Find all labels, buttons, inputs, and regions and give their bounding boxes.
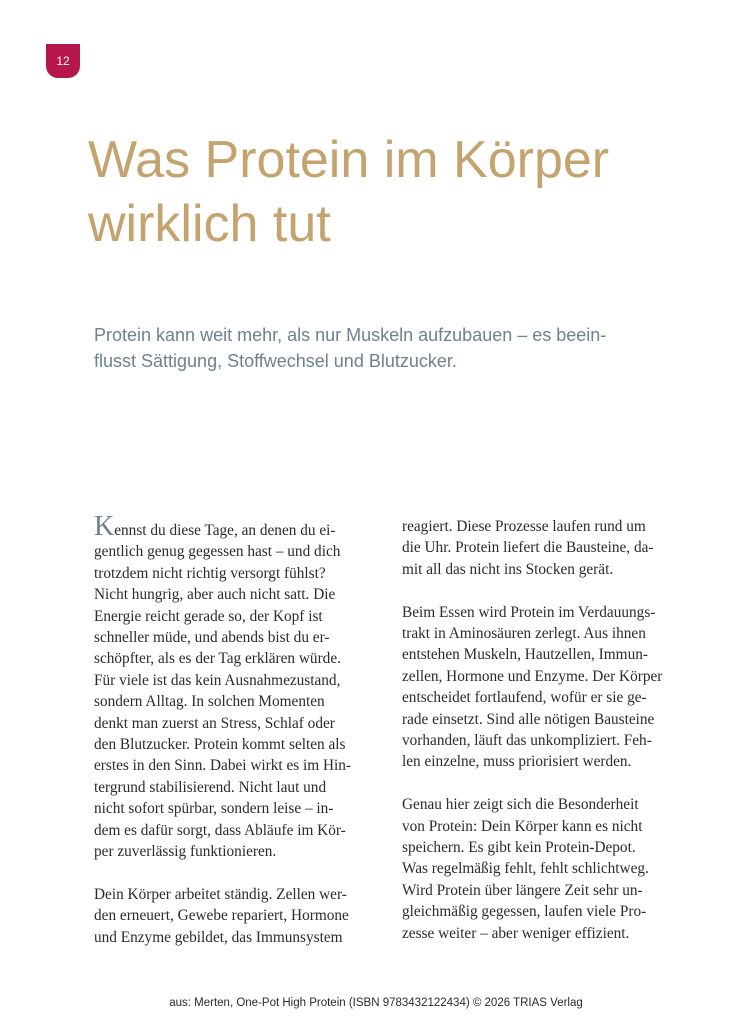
text-line: entscheidet fortlaufend, wofür er sie ge- <box>402 689 647 707</box>
text-line: trakt in Aminosäuren zerlegt. Aus ihnen <box>402 625 646 643</box>
text-line: reagiert. Diese Prozesse laufen rund um <box>402 518 646 535</box>
text-line: vorhanden, läuft das unkompliziert. Feh- <box>402 732 652 750</box>
lead-paragraph <box>94 322 694 374</box>
text-line: len einzelne, muss priorisiert werden. <box>402 753 632 771</box>
page-number-badge <box>46 44 80 78</box>
text-line: trotzdem nicht richtig versorgt fühlst? <box>94 564 326 582</box>
text-line: denkt man zuerst an Stress, Schlaf oder <box>94 714 335 732</box>
text-line: Für viele ist das kein Ausnahmezustand, <box>94 671 341 689</box>
paragraph <box>402 516 702 580</box>
first-line <box>94 511 394 542</box>
text-line: tergrund stabilisierend. Nicht laut und <box>94 778 327 796</box>
text-line: sondern Alltag. In solchen Momenten <box>94 693 325 711</box>
paragraph <box>94 884 394 948</box>
text-line: erstes in den Sinn. Dabei wirkt es im Hin- <box>94 757 352 775</box>
text-line: mit all das nicht ins Stocken gerät. <box>402 560 614 578</box>
text-line: zellen, Hormone und Enzyme. Der Körper <box>402 667 663 685</box>
text-line: Nicht hungrig, aber auch nicht satt. Die <box>94 586 336 604</box>
text-line: schneller müde, und abends bist du er- <box>94 629 330 647</box>
text-line: dem es dafür sorgt, dass Abläufe im Kör- <box>94 821 346 839</box>
text-line: von Protein: Dein Körper kann es nicht <box>402 817 643 835</box>
page-title <box>88 128 708 256</box>
text-line: Energie reicht gerade so, der Kopf ist <box>94 607 323 625</box>
text-line: speichern. Es gibt kein Protein-Depot. <box>402 839 636 857</box>
title-line: wirklich tut <box>88 195 331 253</box>
text-line: Wird Protein über längere Zeit sehr un- <box>402 881 643 899</box>
paragraph <box>402 794 702 944</box>
right-text-column <box>402 516 702 965</box>
page-number: 12 <box>56 54 70 68</box>
text-line: rade einsetzt. Sind alle nötigen Bausteine <box>402 710 655 728</box>
text-line: schöpfter, als es der Tag erklären würde. <box>94 650 341 668</box>
text-line: gentlich genug gegessen hast – und dich <box>94 543 341 561</box>
text-line: gleichmäßig gegessen, laufen viele Pro- <box>402 903 647 921</box>
text-line: den erneuert, Gewebe repariert, Hormone <box>94 907 349 925</box>
text-line: Was regelmäßig fehlt, fehlt schlichtweg. <box>402 860 649 878</box>
text-line: per zuverlässig funktionieren. <box>94 843 277 861</box>
left-text-column <box>94 511 394 970</box>
text-line: Dein Körper arbeitet ständig. Zellen wer- <box>94 885 347 903</box>
text-line: den Blutzucker. Protein kommt selten als <box>94 736 346 754</box>
lead-line: Protein kann weit mehr, als nur Muskeln aufzubauen – es beein- <box>94 325 607 345</box>
paragraph <box>94 511 394 863</box>
source-footer: aus: Merten, One-Pot High Protein (ISBN 9783432122434) © 2026 TRIAS Verlag <box>169 997 583 1009</box>
paragraph <box>402 602 702 773</box>
text-line: die Uhr. Protein liefert die Bausteine, da- <box>402 539 654 557</box>
text-line: entstehen Muskeln, Hautzellen, Immun- <box>402 646 648 664</box>
title-line: Was Protein im Körper <box>88 131 610 189</box>
drop-cap: K <box>94 511 115 542</box>
text-line: und Enzyme gebildet, das Immunsystem <box>94 928 343 946</box>
text-line: zesse weiter – aber weniger effizient. <box>402 924 630 942</box>
text-line: Genau hier zeigt sich die Besonderheit <box>402 796 639 814</box>
lead-line: flusst Sättigung, Stoffwechsel und Blutzucker. <box>94 351 457 371</box>
text-line: ennst du diese Tage, an denen du ei- <box>114 522 336 539</box>
text-line: nicht sofort spürbar, sondern leise – in- <box>94 800 334 818</box>
text-line: Beim Essen wird Protein im Verdauungs- <box>402 603 656 621</box>
